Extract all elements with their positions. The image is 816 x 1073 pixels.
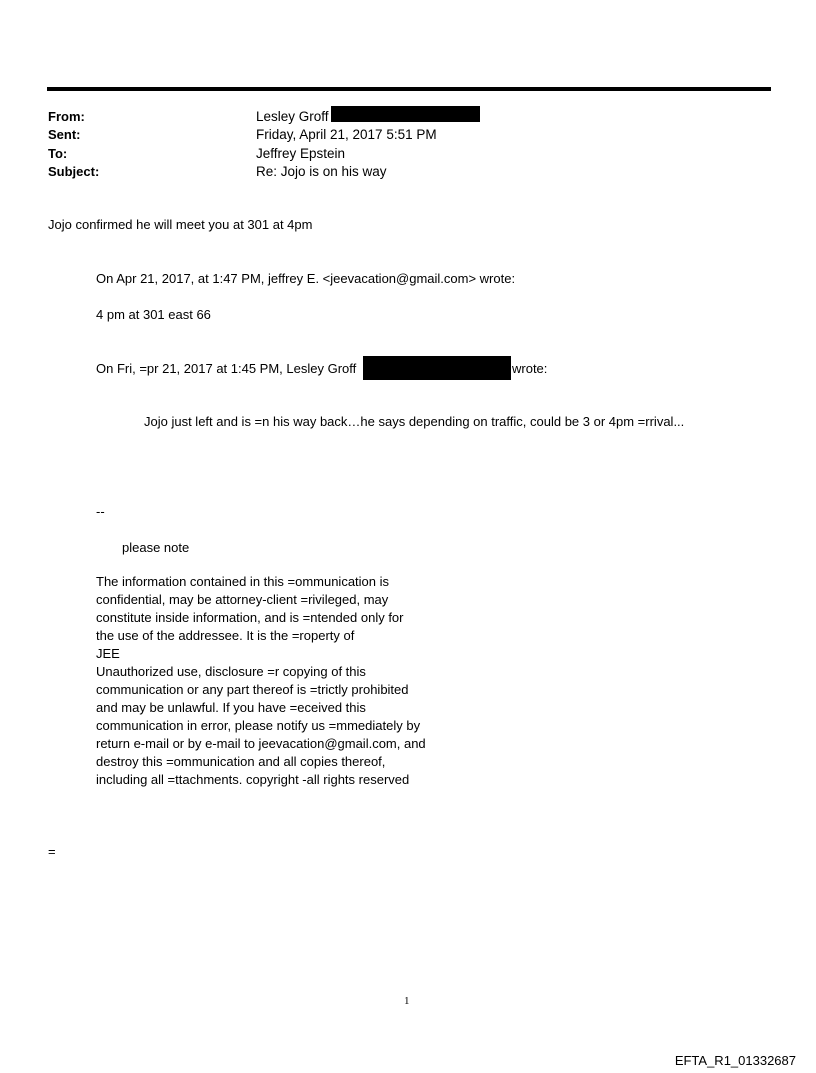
disclaimer-line: destroy this =ommunication and all copies thereof, (96, 754, 386, 769)
subject-value: Re: Jojo is on his way (256, 164, 387, 179)
disclaimer-line: Unauthorized use, disclosure =r copying of this (96, 664, 366, 679)
to-value: Jeffrey Epstein (256, 146, 346, 161)
header-rule (47, 87, 771, 91)
redaction-block (331, 106, 480, 122)
disclaimer-line: the use of the addressee. It is the =roperty of (96, 628, 355, 643)
redaction-block (363, 356, 511, 380)
quote1-text: 4 pm at 301 east 66 (96, 307, 211, 322)
disclaimer-line: JEE (96, 646, 120, 661)
disclaimer-line: including all =ttachments. copyright -all rights reserved (96, 772, 410, 787)
disclaimer-line: confidential, may be attorney-client =rivileged, may (96, 592, 389, 607)
sent-value: Friday, April 21, 2017 5:51 PM (256, 127, 437, 142)
from-label: From: (48, 109, 85, 124)
disclaimer-line: return e-mail or by e-mail to jeevacation@gmail.com, and (96, 736, 426, 751)
to-label: To: (48, 146, 68, 161)
sent-label: Sent: (48, 127, 81, 142)
quote2-intro-end: wrote: (512, 361, 548, 376)
disclaimer-line: and may be unlawful. If you have =eceived this (96, 700, 366, 715)
disclaimer (96, 573, 476, 789)
quote1-intro: On Apr 21, 2017, at 1:47 PM, jeffrey E. <jeevacation@gmail.com> wrote: (96, 271, 516, 286)
from-value: Lesley Groff (256, 109, 329, 124)
disclaimer-line: communication or any part thereof is =trictly prohibited (96, 682, 409, 697)
signature-dashes: -- (96, 504, 105, 519)
page-number: 1 (404, 995, 410, 1007)
disclaimer-line: constitute inside information, and is =ntended only for (96, 610, 404, 625)
quote2-intro-start: On Fri, =pr 21, 2017 at 1:45 PM, Lesley Groff (96, 361, 357, 376)
quote2-text: Jojo just left and is =n his way back…he says depending on traffic, could be 3 or 4pm =rrival... (144, 414, 685, 429)
subject-label: Subject: (48, 164, 100, 179)
disclaimer-line: communication in error, please notify us =mmediately by (96, 718, 421, 733)
trailing-equals: = (48, 844, 56, 859)
disclaimer-line: The information contained in this =ommunication is (96, 574, 390, 589)
please-note: please note (122, 540, 190, 555)
bates-number: EFTA_R1_01332687 (674, 1053, 796, 1068)
reply-text: Jojo confirmed he will meet you at 301 at 4pm (48, 217, 313, 232)
